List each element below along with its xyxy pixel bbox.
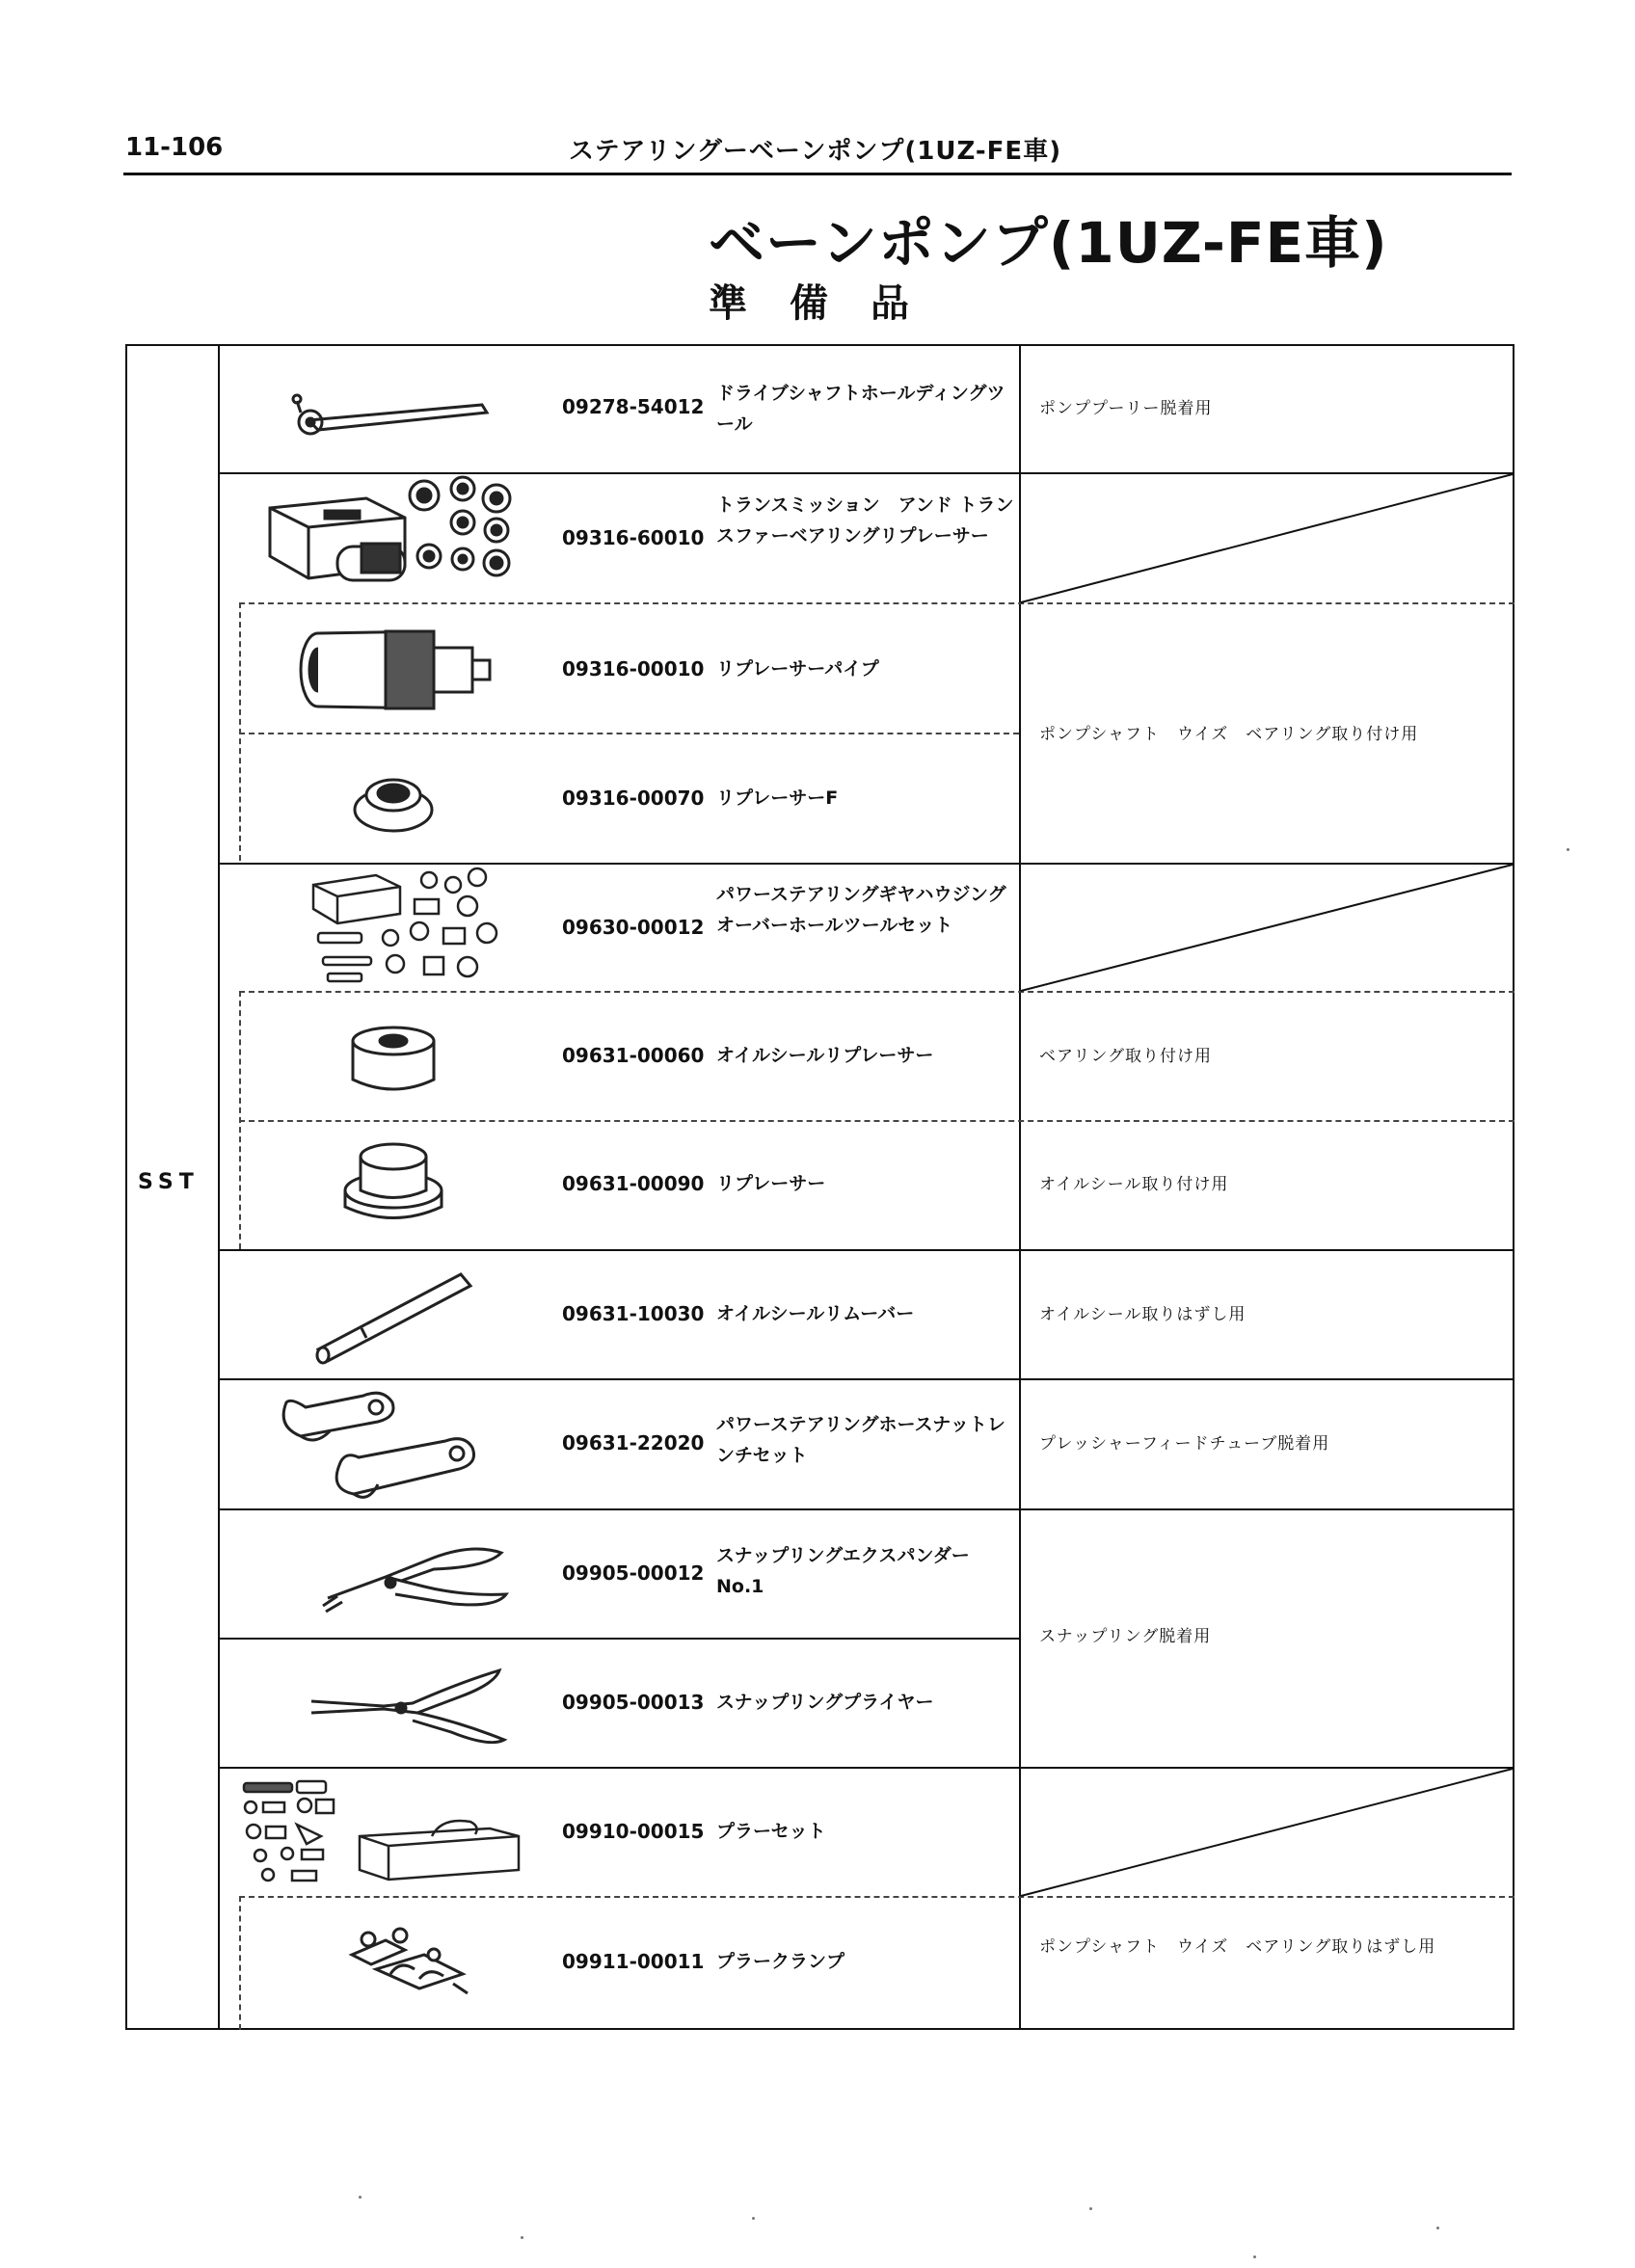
tool-use: スナップリング脱着用 [1039,1627,1212,1646]
tool-name: リプレーサー [716,1173,826,1194]
puller-clamp-icon [347,1926,472,1998]
part-number: 09316-60010 [562,526,705,549]
diagonal-slash [1021,474,1513,602]
part-number: 09316-00010 [562,657,705,680]
tool-name: プラーセット [716,1821,826,1842]
speck [1436,2227,1439,2229]
speck [521,2236,523,2239]
replacer-kit-case-icon [265,474,535,600]
snap-ring-pliers-icon [307,1663,509,1749]
category-label: SST [138,1170,200,1194]
tool-name: オイルシールリムーバー [716,1303,915,1324]
oil-seal-remover-icon [308,1265,477,1366]
tool-name: リプレーサーパイプ [716,658,879,680]
tool-use: ベアリング取り付け用 [1039,1047,1212,1066]
diagonal-slash [1021,865,1513,991]
tool-use: オイルシール取り付け用 [1039,1175,1229,1194]
part-number: 09905-00013 [562,1691,705,1714]
speck [1567,848,1569,851]
snap-ring-expander-icon [318,1538,511,1615]
tool-name: トランスミッション アンド トランスファーベアリングリプレーサー [716,494,1014,547]
replacer-icon [339,1137,447,1234]
hose-nut-wrench-icon [272,1388,494,1499]
replacer-f-icon [350,761,437,839]
part-number: 09910-00015 [562,1820,705,1843]
part-number: 09631-10030 [562,1302,705,1325]
tool-name: ドライブシャフトホールディングツール [716,383,1005,435]
part-number: 09630-00012 [562,916,705,939]
part-number: 09316-00070 [562,787,705,810]
speck [752,2217,755,2220]
part-number: 09278-54012 [562,395,705,418]
speck [359,2196,362,2199]
part-number: 09631-22020 [562,1431,705,1454]
diagonal-slash [1021,1769,1513,1896]
tool-use: ポンプシャフト ウイズ ベアリング取り付け用 [1039,725,1419,744]
part-number: 09911-00011 [562,1950,705,1973]
part-number: 09905-00012 [562,1561,705,1585]
tool-name: オイルシールリプレーサー [716,1045,934,1066]
tool-name: リプレーサーF [716,787,839,809]
tool-name: スナップリングエクスパンダー No.1 [716,1545,970,1597]
replacer-pipe-icon [294,627,496,713]
tool-name: プラークランプ [716,1951,845,1972]
tool-name: スナップリングプライヤー [716,1692,934,1713]
tool-use: プレッシャーフィードチューブ脱着用 [1039,1434,1330,1454]
page-number: 11-106 [125,133,224,162]
speck [1253,2255,1256,2258]
tool-name: パワーステアリングギヤハウジングオーバーホールツールセット [716,884,1006,936]
oil-seal-replacer-icon [345,1022,442,1099]
puller-set-icon [239,1778,538,1889]
part-number: 09631-00060 [562,1044,705,1067]
holding-wrench-icon [289,384,496,441]
section-header: ステアリングーベーンポンプ(1UZ-FE車) [569,137,1062,166]
page-title: ベーンポンプ(1UZ-FE車) [709,210,1388,276]
tool-use: ポンププーリー脱着用 [1039,399,1213,418]
tool-name: パワーステアリングホースナットレンチセット [716,1414,1005,1466]
overhaul-tool-set-icon [308,866,511,986]
speck [1089,2207,1092,2210]
page-subtitle: 準備品 [709,281,952,326]
tool-use: ポンプシャフト ウイズ ベアリング取りはずし用 [1039,1937,1436,1957]
part-number: 09631-00090 [562,1172,705,1195]
tool-use: オイルシール取りはずし用 [1039,1305,1246,1324]
